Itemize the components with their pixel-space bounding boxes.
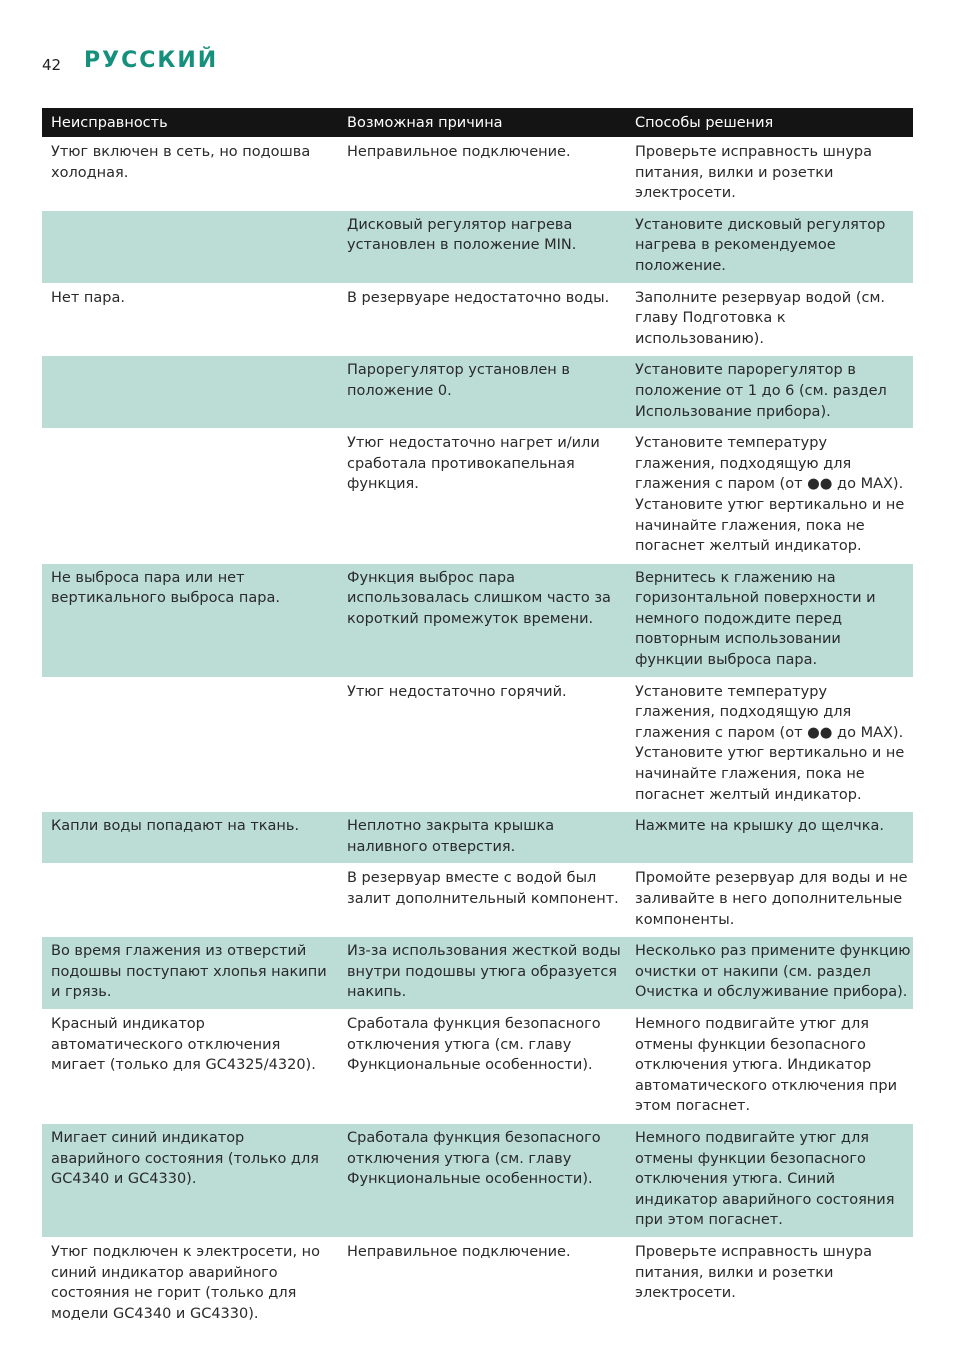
cell-cause: В резервуар вместе с водой был залит дополнительный компонент. xyxy=(338,864,626,937)
header-problem: Неисправность xyxy=(42,108,338,138)
table-row xyxy=(42,937,913,1010)
cell-cause: Утюг недостаточно нагрет и/или сработала противокапельная функция. xyxy=(338,429,626,564)
table-row xyxy=(42,563,913,677)
cell-cause: Парорегулятор установлен в положение 0. xyxy=(338,356,626,429)
cell-cause: Дисковый регулятор нагрева установлен в положение MIN. xyxy=(338,210,626,283)
header-solution: Способы решения xyxy=(626,108,913,138)
cell-cause: Сработала функция безопасного отключения утюга (см. главу Функциональные особенности). xyxy=(338,1009,626,1123)
cell-solution: Немного подвигайте утюг для отмены функции безопасного отключения утюга. Индикатор автоматического отключения при этом погаснет. xyxy=(626,1009,913,1123)
table-row xyxy=(42,1123,913,1237)
cell-solution: Вернитесь к глажению на горизонтальной поверхности и немного подождите перед повторным использовании функции выброса пара. xyxy=(626,563,913,677)
troubleshooting-table xyxy=(42,108,913,1330)
cell-solution: Заполните резервуар водой (см. главу Подготовка к использованию). xyxy=(626,283,913,356)
table-row xyxy=(42,1009,913,1123)
cell-problem: Во время глажения из отверстий подошвы поступают хлопья накипи и грязь. xyxy=(42,937,338,1010)
table-row xyxy=(42,283,913,356)
cell-problem xyxy=(42,864,338,937)
cell-problem: Капли воды попадают на ткань. xyxy=(42,812,338,864)
cell-solution: Установите температуру глажения, подходящую для глажения с паром (от ●● до MAX). Установите утюг вертикально и не начинайте глажения, пока не погаснет желтый индикатор. xyxy=(626,429,913,564)
cell-solution: Установите дисковый регулятор нагрева в рекомендуемое положение. xyxy=(626,210,913,283)
table-row xyxy=(42,356,913,429)
cell-problem: Утюг включен в сеть, но подошва холодная. xyxy=(42,138,338,211)
table-row xyxy=(42,210,913,283)
table-row xyxy=(42,429,913,564)
cell-problem xyxy=(42,429,338,564)
language-title: РУССКИЙ xyxy=(84,48,219,73)
table-row xyxy=(42,812,913,864)
cell-solution: Установите парорегулятор в положение от 1 до 6 (см. раздел Использование прибора). xyxy=(626,356,913,429)
cell-solution: Проверьте исправность шнура питания, вилки и розетки электросети. xyxy=(626,138,913,211)
cell-cause: Неплотно закрыта крышка наливного отверстия. xyxy=(338,812,626,864)
cell-cause: Утюг недостаточно горячий. xyxy=(338,677,626,812)
cell-cause: Неправильное подключение. xyxy=(338,1237,626,1330)
cell-problem xyxy=(42,210,338,283)
cell-problem: Не выброса пара или нет вертикального выброса пара. xyxy=(42,563,338,677)
table-row xyxy=(42,1237,913,1330)
cell-cause: В резервуаре недостаточно воды. xyxy=(338,283,626,356)
cell-solution: Проверьте исправность шнура питания, вилки и розетки электросети. xyxy=(626,1237,913,1330)
cell-cause: Сработала функция безопасного отключения утюга (см. главу Функциональные особенности). xyxy=(338,1123,626,1237)
page-number: 42 xyxy=(42,56,62,74)
table-header-row xyxy=(42,108,913,138)
cell-solution: Промойте резервуар для воды и не заливайте в него дополнительные компоненты. xyxy=(626,864,913,937)
table-row xyxy=(42,864,913,937)
cell-cause: Неправильное подключение. xyxy=(338,138,626,211)
cell-solution: Нажмите на крышку до щелчка. xyxy=(626,812,913,864)
table-row xyxy=(42,138,913,211)
cell-solution: Несколько раз примените функцию очистки от накипи (см. раздел Очистка и обслуживание прибора). xyxy=(626,937,913,1010)
cell-problem xyxy=(42,677,338,812)
cell-problem: Красный индикатор автоматического отключения мигает (только для GC4325/4320). xyxy=(42,1009,338,1123)
cell-solution: Установите температуру глажения, подходящую для глажения с паром (от ●● до MAX). Установите утюг вертикально и не начинайте глажения, пока не погаснет желтый индикатор. xyxy=(626,677,913,812)
cell-solution: Немного подвигайте утюг для отмены функции безопасного отключения утюга. Синий индикатор аварийного состояния при этом погаснет. xyxy=(626,1123,913,1237)
cell-cause: Функция выброс пара использовалась слишком часто за короткий промежуток времени. xyxy=(338,563,626,677)
cell-cause: Из-за использования жесткой воды внутри подошвы утюга образуется накипь. xyxy=(338,937,626,1010)
cell-problem: Утюг подключен к электросети, но синий индикатор аварийного состояния не горит (только для модели GC4340 и GC4330). xyxy=(42,1237,338,1330)
cell-problem: Мигает синий индикатор аварийного состояния (только для GC4340 и GC4330). xyxy=(42,1123,338,1237)
cell-problem: Нет пара. xyxy=(42,283,338,356)
header-cause: Возможная причина xyxy=(338,108,626,138)
table-row xyxy=(42,677,913,812)
cell-problem xyxy=(42,356,338,429)
